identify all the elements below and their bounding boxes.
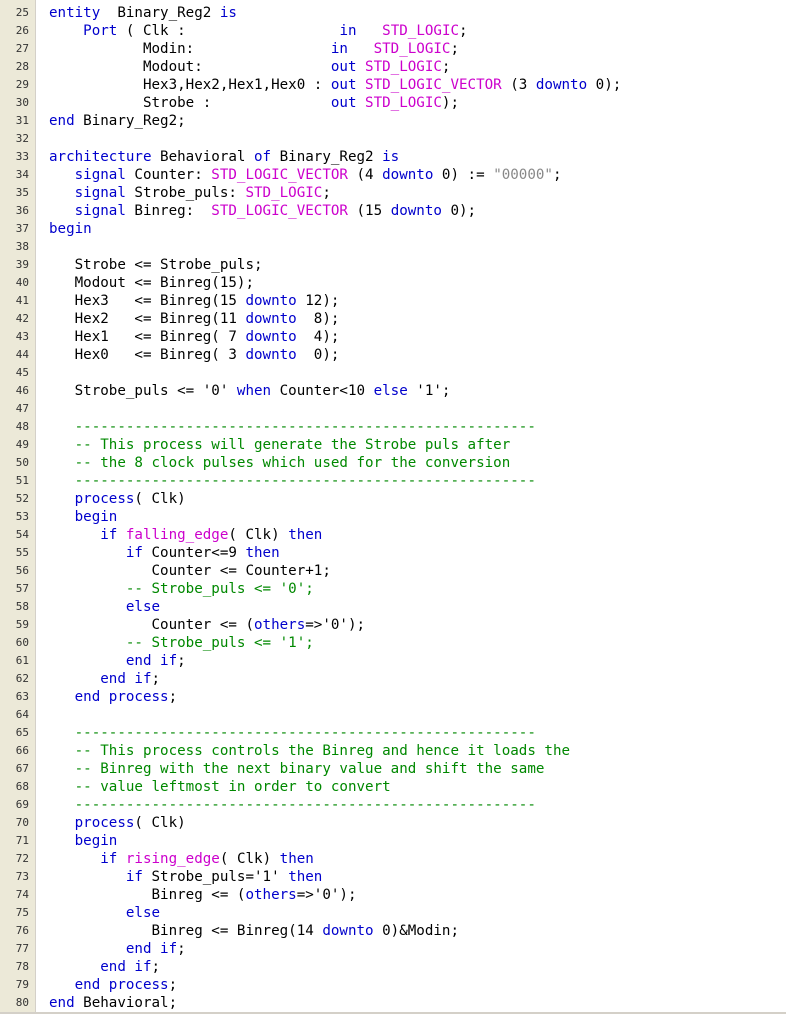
code-token: ;	[151, 671, 161, 687]
line-number: 40	[15, 276, 29, 289]
code-token	[49, 743, 75, 759]
line-number: 49	[15, 438, 29, 451]
code-token: Counter<10	[271, 383, 374, 399]
line-number: 75	[15, 906, 29, 919]
code-token: Strobe_puls:	[125, 185, 246, 201]
code-line[interactable]	[49, 796, 786, 814]
code-line[interactable]	[49, 580, 786, 598]
line-number: 70	[15, 816, 29, 829]
keyword-token: others	[245, 887, 297, 903]
code-line[interactable]	[49, 94, 786, 112]
keyword-token: downto	[390, 203, 442, 219]
line-number: 54	[15, 528, 29, 541]
code-token: =>'0');	[305, 617, 366, 633]
keyword-token: process	[74, 491, 135, 507]
code-line[interactable]	[49, 202, 786, 220]
line-number: 64	[15, 708, 29, 721]
line-number: 26	[15, 24, 29, 37]
line-number: 32	[15, 132, 29, 145]
code-token: Binreg <= Binreg(14	[49, 923, 323, 939]
code-line[interactable]	[49, 940, 786, 958]
code-token: 0) :=	[433, 167, 494, 183]
code-line[interactable]	[49, 634, 786, 652]
keyword-token: out	[330, 77, 357, 93]
code-line[interactable]	[49, 58, 786, 76]
type-token: STD_LOGIC	[365, 59, 442, 75]
comment-token: ------------------------------------------------------	[74, 473, 536, 489]
code-token: ( Clk)	[134, 491, 186, 507]
code-token: Counter:	[125, 167, 212, 183]
keyword-token: signal	[74, 185, 126, 201]
line-number: 76	[15, 924, 29, 937]
code-line[interactable]	[49, 454, 786, 472]
keyword-token: in	[330, 41, 348, 57]
line-number: 35	[15, 186, 29, 199]
code-token	[49, 527, 100, 543]
code-line[interactable]	[49, 868, 786, 886]
code-line[interactable]	[49, 328, 786, 346]
code-token: ;	[177, 941, 186, 957]
code-token	[49, 941, 126, 957]
code-token: Binary_Reg2	[100, 5, 220, 21]
code-token	[49, 851, 100, 867]
code-line[interactable]	[49, 382, 786, 400]
type-token: STD_LOGIC	[245, 185, 323, 201]
keyword-token: end process	[74, 689, 169, 705]
keyword-token: out	[330, 59, 357, 75]
code-line[interactable]	[49, 850, 786, 868]
comment-token: -- Strobe_puls <= '0';	[125, 581, 314, 597]
keyword-token: begin	[74, 833, 118, 849]
code-token: ;	[450, 41, 460, 57]
code-token: ( Clk :	[117, 23, 340, 39]
code-token	[49, 797, 75, 813]
code-line[interactable]	[49, 688, 786, 706]
code-token	[49, 203, 75, 219]
code-line[interactable]	[49, 130, 786, 148]
keyword-token: downto	[535, 77, 588, 93]
code-token	[49, 905, 126, 921]
code-line[interactable]	[49, 274, 786, 292]
comment-token: -- value leftmost in order to convert	[74, 779, 391, 795]
line-number: 69	[15, 798, 29, 811]
line-number: 36	[15, 204, 29, 217]
code-line[interactable]	[49, 184, 786, 202]
line-number: 58	[15, 600, 29, 613]
keyword-token: architecture	[49, 149, 152, 165]
code-token	[49, 491, 75, 507]
code-token: (15	[347, 203, 391, 219]
line-number: 27	[15, 42, 29, 55]
code-token: '1';	[407, 383, 451, 399]
code-token: 8);	[296, 311, 340, 327]
code-text-area[interactable]	[36, 0, 786, 1014]
code-line[interactable]	[49, 346, 786, 364]
code-token	[357, 59, 366, 75]
keyword-token: then	[245, 545, 280, 561]
code-line[interactable]	[49, 706, 786, 724]
code-token	[49, 473, 75, 489]
line-number: 67	[15, 762, 29, 775]
line-number: 38	[15, 240, 29, 253]
code-token	[49, 689, 75, 705]
code-line[interactable]	[49, 472, 786, 490]
code-token: Strobe <= Strobe_puls;	[49, 257, 263, 273]
code-line[interactable]	[49, 310, 786, 328]
line-number: 41	[15, 294, 29, 307]
line-number: 68	[15, 780, 29, 793]
keyword-token: end process	[74, 977, 169, 993]
comment-token: -- Binreg with the next binary value and shift the same	[74, 761, 545, 777]
keyword-token: downto	[322, 923, 374, 939]
line-number: 59	[15, 618, 29, 631]
code-line[interactable]	[49, 652, 786, 670]
code-token: ;	[552, 167, 562, 183]
code-line[interactable]	[49, 436, 786, 454]
code-token: Behavioral;	[74, 995, 178, 1011]
keyword-token: is	[382, 149, 400, 165]
keyword-token: if	[100, 851, 118, 867]
keyword-token: end if	[100, 671, 152, 687]
string-token: "00000"	[493, 167, 553, 183]
code-line[interactable]	[49, 886, 786, 904]
code-token: ;	[459, 23, 468, 39]
comment-token: ------------------------------------------------------	[74, 797, 536, 813]
line-number: 25	[15, 6, 29, 19]
line-number: 39	[15, 258, 29, 271]
code-token: Binreg <= (	[49, 887, 246, 903]
code-line[interactable]	[49, 166, 786, 184]
code-token: Strobe_puls='1'	[142, 869, 289, 885]
code-line[interactable]	[49, 832, 786, 850]
line-number: 66	[15, 744, 29, 757]
code-token: Binary_Reg2	[271, 149, 383, 165]
code-token	[49, 977, 75, 993]
code-token	[49, 545, 126, 561]
line-number: 72	[15, 852, 29, 865]
code-token	[49, 455, 75, 471]
code-line[interactable]	[49, 400, 786, 418]
keyword-token: end	[49, 995, 75, 1011]
code-token	[49, 779, 75, 795]
code-token	[117, 527, 126, 543]
line-number: 61	[15, 654, 29, 667]
code-line[interactable]	[49, 922, 786, 940]
code-token: Counter<=9	[142, 545, 246, 561]
line-number: 73	[15, 870, 29, 883]
code-line[interactable]	[49, 958, 786, 976]
keyword-token: end if	[100, 959, 152, 975]
code-token	[49, 437, 75, 453]
code-token	[49, 509, 75, 525]
code-token: ;	[151, 959, 161, 975]
code-token	[348, 41, 374, 57]
line-number: 34	[15, 168, 29, 181]
type-token: STD_LOGIC_VECTOR	[365, 77, 502, 93]
keyword-token: downto	[245, 311, 297, 327]
code-line[interactable]	[49, 292, 786, 310]
code-line[interactable]	[49, 994, 786, 1012]
code-token	[49, 599, 126, 615]
line-number: 80	[15, 996, 29, 1009]
code-line[interactable]	[49, 418, 786, 436]
line-number: 71	[15, 834, 29, 847]
code-line[interactable]	[49, 256, 786, 274]
code-token	[49, 635, 126, 651]
line-number: 55	[15, 546, 29, 559]
code-token: 4);	[296, 329, 340, 345]
line-number: 44	[15, 348, 29, 361]
line-number: 79	[15, 978, 29, 991]
code-line[interactable]	[49, 490, 786, 508]
code-line[interactable]	[49, 76, 786, 94]
code-token	[49, 167, 75, 183]
line-number: 78	[15, 960, 29, 973]
code-line[interactable]	[49, 562, 786, 580]
keyword-token: downto	[382, 167, 434, 183]
code-line[interactable]	[49, 544, 786, 562]
line-number: 63	[15, 690, 29, 703]
code-line[interactable]	[49, 976, 786, 994]
comment-token: -- This process will generate the Strobe puls after	[74, 437, 511, 453]
line-number: 45	[15, 366, 29, 379]
line-number: 60	[15, 636, 29, 649]
code-token	[49, 653, 126, 669]
code-token	[49, 815, 75, 831]
code-token: Strobe :	[49, 95, 331, 111]
keyword-token: if	[100, 527, 118, 543]
keyword-token: then	[288, 527, 323, 543]
keyword-token: Port	[83, 23, 118, 39]
line-number: 30	[15, 96, 29, 109]
keyword-token: others	[254, 617, 306, 633]
line-number: 28	[15, 60, 29, 73]
line-number: 43	[15, 330, 29, 343]
code-token: (3	[501, 77, 536, 93]
code-token	[49, 833, 75, 849]
type-token: falling_edge	[125, 527, 229, 543]
line-number: 42	[15, 312, 29, 325]
code-line[interactable]	[49, 148, 786, 166]
code-line[interactable]	[49, 724, 786, 742]
code-token	[49, 581, 126, 597]
code-token: Hex0 <= Binreg( 3	[49, 347, 246, 363]
code-token	[49, 671, 100, 687]
code-token: Binary_Reg2;	[74, 113, 186, 129]
code-token	[49, 959, 100, 975]
code-token	[117, 851, 126, 867]
type-token: rising_edge	[125, 851, 220, 867]
code-token: 0)&Modin;	[373, 923, 460, 939]
code-token: ( Clk)	[219, 851, 280, 867]
type-token: STD_LOGIC	[373, 41, 451, 57]
code-line[interactable]	[49, 778, 786, 796]
keyword-token: then	[288, 869, 323, 885]
code-token: ( Clk)	[134, 815, 186, 831]
line-number: 33	[15, 150, 29, 163]
line-number: 29	[15, 78, 29, 91]
code-token	[49, 761, 75, 777]
code-token: Counter <= Counter+1;	[49, 563, 331, 579]
code-token	[49, 419, 75, 435]
keyword-token: downto	[245, 293, 297, 309]
type-token: STD_LOGIC	[382, 23, 460, 39]
code-token: );	[441, 95, 460, 111]
code-token: Counter <= (	[49, 617, 254, 633]
line-number: 62	[15, 672, 29, 685]
line-number: 53	[15, 510, 29, 523]
line-number: 47	[15, 402, 29, 415]
code-token	[357, 95, 366, 111]
code-token: Hex2 <= Binreg(11	[49, 311, 246, 327]
code-line[interactable]	[49, 220, 786, 238]
keyword-token: else	[373, 383, 408, 399]
keyword-token: of	[254, 149, 272, 165]
keyword-token: begin	[49, 221, 92, 237]
type-token: STD_LOGIC_VECTOR	[211, 167, 348, 183]
code-line[interactable]	[49, 616, 786, 634]
code-token	[49, 869, 126, 885]
code-line[interactable]	[49, 238, 786, 256]
code-token	[357, 23, 383, 39]
code-token: Hex1 <= Binreg( 7	[49, 329, 246, 345]
keyword-token: in	[339, 23, 357, 39]
code-token: ;	[177, 653, 186, 669]
keyword-token: signal	[74, 167, 126, 183]
code-token: 12);	[296, 293, 340, 309]
code-token: Strobe_puls <= '0'	[49, 383, 237, 399]
code-line[interactable]	[49, 814, 786, 832]
code-line[interactable]	[49, 508, 786, 526]
line-number: 50	[15, 456, 29, 469]
code-token: =>'0');	[296, 887, 357, 903]
keyword-token: end if	[125, 653, 178, 669]
code-token	[49, 23, 83, 39]
code-line[interactable]	[49, 670, 786, 688]
code-token	[357, 77, 366, 93]
code-token: ;	[441, 59, 451, 75]
code-token: Modin:	[49, 41, 331, 57]
keyword-token: begin	[74, 509, 118, 525]
code-line[interactable]	[49, 40, 786, 58]
comment-token: -- This process controls the Binreg and hence it loads the	[74, 743, 571, 759]
code-token: Modout:	[49, 59, 331, 75]
keyword-token: else	[125, 599, 161, 615]
line-number: 48	[15, 420, 29, 433]
keyword-token: end if	[125, 941, 178, 957]
keyword-token: downto	[245, 329, 297, 345]
keyword-token: when	[236, 383, 272, 399]
keyword-token: if	[125, 545, 143, 561]
keyword-token: then	[279, 851, 314, 867]
code-line[interactable]	[49, 364, 786, 382]
code-token: 0);	[441, 203, 477, 219]
line-number: 31	[15, 114, 29, 127]
comment-token: ------------------------------------------------------	[74, 419, 536, 435]
code-token: ( Clk)	[228, 527, 289, 543]
code-token: 0);	[296, 347, 340, 363]
code-token: (4	[347, 167, 383, 183]
line-number: 65	[15, 726, 29, 739]
code-token: Binreg:	[125, 203, 212, 219]
line-number: 57	[15, 582, 29, 595]
code-token: Modout <= Binreg(15);	[49, 275, 254, 291]
code-token	[49, 725, 75, 741]
code-token: Behavioral	[151, 149, 254, 165]
keyword-token: out	[330, 95, 357, 111]
code-line[interactable]	[49, 526, 786, 544]
comment-token: -- Strobe_puls <= '1';	[125, 635, 314, 651]
code-line[interactable]	[49, 112, 786, 130]
keyword-token: if	[125, 869, 143, 885]
code-line[interactable]	[49, 4, 786, 22]
keyword-token: end	[49, 113, 75, 129]
code-token: Hex3,Hex2,Hex1,Hex0 :	[49, 77, 331, 93]
code-line[interactable]	[49, 904, 786, 922]
code-token	[49, 185, 75, 201]
comment-token: -- the 8 clock pulses which used for the conversion	[74, 455, 511, 471]
keyword-token: else	[125, 905, 161, 921]
code-token: ;	[322, 185, 331, 201]
line-number: 77	[15, 942, 29, 955]
line-number: 51	[15, 474, 29, 487]
line-number-gutter	[0, 0, 36, 1014]
line-number: 52	[15, 492, 29, 505]
line-number: 74	[15, 888, 29, 901]
type-token: STD_LOGIC	[365, 95, 442, 111]
type-token: STD_LOGIC_VECTOR	[211, 203, 348, 219]
code-line[interactable]	[49, 760, 786, 778]
keyword-token: entity	[49, 5, 101, 21]
keyword-token: process	[74, 815, 135, 831]
line-number: 56	[15, 564, 29, 577]
code-line[interactable]	[49, 742, 786, 760]
code-token: ;	[168, 977, 178, 993]
keyword-token: is	[219, 5, 237, 21]
keyword-token: signal	[74, 203, 126, 219]
code-token: 0);	[587, 77, 622, 93]
code-line[interactable]	[49, 22, 786, 40]
line-number: 37	[15, 222, 29, 235]
comment-token: ------------------------------------------------------	[74, 725, 536, 741]
code-token: ;	[168, 689, 178, 705]
code-token: Hex3 <= Binreg(15	[49, 293, 246, 309]
line-number: 46	[15, 384, 29, 397]
keyword-token: downto	[245, 347, 297, 363]
code-line[interactable]	[49, 598, 786, 616]
